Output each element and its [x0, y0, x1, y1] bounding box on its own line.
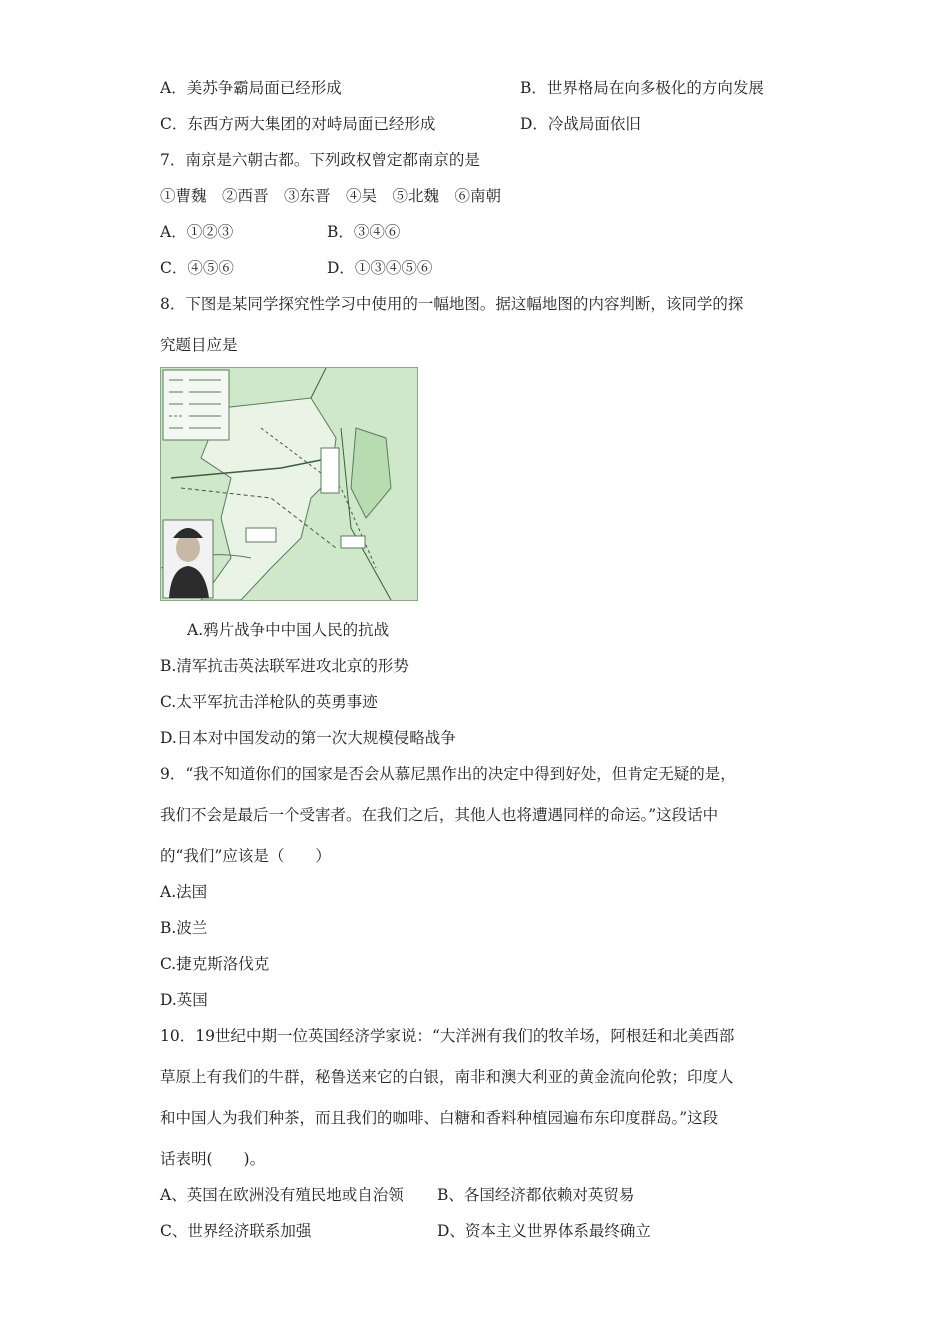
- q9-option-d[interactable]: D.英国: [160, 991, 208, 1009]
- q7-option-b[interactable]: B．③④⑥: [327, 223, 401, 241]
- historical-war-map: [160, 367, 418, 601]
- q10-option-b[interactable]: B、各国经济都依赖对英贸易: [437, 1186, 635, 1204]
- q8-option-d[interactable]: D.日本对中国发动的第一次大规模侵略战争: [160, 729, 456, 747]
- q6-option-c[interactable]: C．东西方两大集团的对峙局面已经形成: [160, 115, 436, 133]
- q7-items: ①曹魏 ②西晋 ③东晋 ④吴 ⑤北魏 ⑥南朝: [160, 187, 502, 205]
- q6-option-b[interactable]: B．世界格局在向多极化的方向发展: [520, 79, 764, 97]
- q8-option-c[interactable]: C.太平军抗击洋枪队的英勇事迹: [160, 693, 378, 711]
- q9-stem-line-2: 我们不会是最后一个受害者。在我们之后，其他人也将遭遇同样的命运。”这段话中: [160, 806, 719, 824]
- q9-option-b[interactable]: B.波兰: [160, 919, 208, 937]
- q7-option-c[interactable]: C．④⑤⑥: [160, 259, 234, 277]
- q10-stem-line-4: 话表明( )。: [160, 1150, 266, 1168]
- q8-option-a[interactable]: A.鸦片战争中中国人民的抗战: [187, 621, 390, 639]
- q10-stem-line-1: 10．19世纪中期一位英国经济学家说：“大洋洲有我们的牧羊场，阿根廷和北美西部: [160, 1027, 735, 1045]
- q8-stem-line-1: 8．下图是某同学探究性学习中使用的一幅地图。据这幅地图的内容判断，该同学的探: [160, 295, 744, 313]
- q7-option-a[interactable]: A．①②③: [160, 223, 234, 241]
- q10-option-c[interactable]: C、世界经济联系加强: [160, 1222, 312, 1240]
- q7-stem: 7．南京是六朝古都。下列政权曾定都南京的是: [160, 151, 480, 169]
- q6-option-d[interactable]: D．冷战局面依旧: [520, 115, 641, 133]
- q9-stem-line-1: 9．“我不知道你们的国家是否会从慕尼黑作出的决定中得到好处，但肯定无疑的是，: [160, 765, 736, 783]
- q8-stem-line-2: 究题目应是: [160, 336, 238, 354]
- q9-option-c[interactable]: C.捷克斯洛伐克: [160, 955, 270, 973]
- q7-option-d[interactable]: D．①③④⑤⑥: [327, 259, 433, 277]
- q10-stem-line-2: 草原上有我们的牛群，秘鲁送来它的白银，南非和澳大利亚的黄金流向伦敦；印度人: [160, 1068, 734, 1086]
- q9-stem-line-3: 的“我们”应该是（ ）: [160, 847, 331, 865]
- q10-option-a[interactable]: A、英国在欧洲没有殖民地或自治领: [160, 1186, 404, 1204]
- q10-option-d[interactable]: D、资本主义世界体系最终确立: [437, 1222, 651, 1240]
- q8-option-b[interactable]: B.清军抗击英法联军进攻北京的形势: [160, 657, 409, 675]
- q9-option-a[interactable]: A.法国: [160, 883, 208, 901]
- q10-stem-line-3: 和中国人为我们种茶，而且我们的咖啡、白糖和香料种植园遍布东印度群岛。”这段: [160, 1109, 719, 1127]
- map-figure: [161, 368, 417, 600]
- q6-option-a[interactable]: A．美苏争霸局面已经形成: [160, 79, 342, 97]
